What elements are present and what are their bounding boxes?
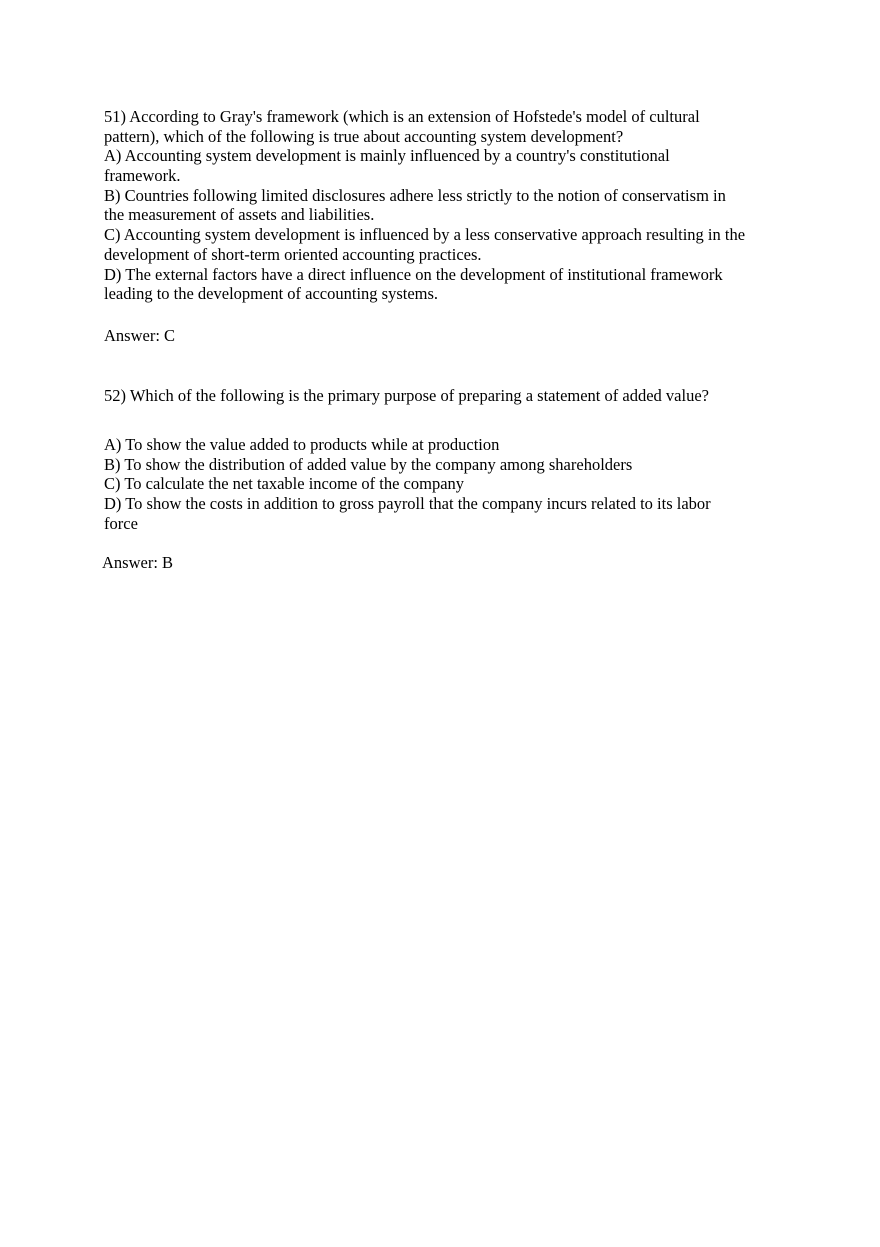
question-51-option-c-cont: development of short-term oriented accounting practices. <box>104 244 482 264</box>
question-52-stem-line: 52) Which of the following is the primary purpose of preparing a statement of added value? <box>104 386 709 405</box>
question-51 <box>104 107 794 304</box>
question-51-option-b: B) Countries following limited disclosures adhere less strictly to the notion of conservatism in <box>104 185 726 205</box>
question-52 <box>104 386 794 406</box>
question-51-option-a-cont: framework. <box>104 166 181 186</box>
question-51-answer <box>104 326 794 346</box>
answer-text: Answer: C <box>104 326 176 345</box>
answer-text: Answer: B <box>102 553 174 572</box>
question-51-option-d: D) The external factors have a direct influence on the development of institutional framework <box>104 264 723 284</box>
question-51-option-c: C) Accounting system development is influenced by a less conservative approach resulting in the <box>104 225 746 245</box>
question-52-options <box>104 435 794 533</box>
question-51-option-b-cont: the measurement of assets and liabilities. <box>104 205 375 225</box>
question-52-option-d-cont: force <box>104 513 138 533</box>
question-52-answer <box>102 553 792 573</box>
question-51-option-a: A) Accounting system development is mainly influenced by a country's constitutional <box>104 146 670 166</box>
question-51-option-d-cont: leading to the development of accounting systems. <box>104 284 439 304</box>
question-51-stem-line: pattern), which of the following is true about accounting system development? <box>104 126 624 146</box>
question-52-option-d: D) To show the costs in addition to gross payroll that the company incurs related to its labor <box>104 494 711 514</box>
question-51-stem-line: 51) According to Gray's framework (which is an extension of Hofstede's model of cultural <box>104 107 700 126</box>
question-52-option-c: C) To calculate the net taxable income of the company <box>104 474 465 494</box>
question-52-option-a: A) To show the value added to products while at production <box>104 435 500 454</box>
question-52-option-b: B) To show the distribution of added value by the company among shareholders <box>104 454 633 474</box>
